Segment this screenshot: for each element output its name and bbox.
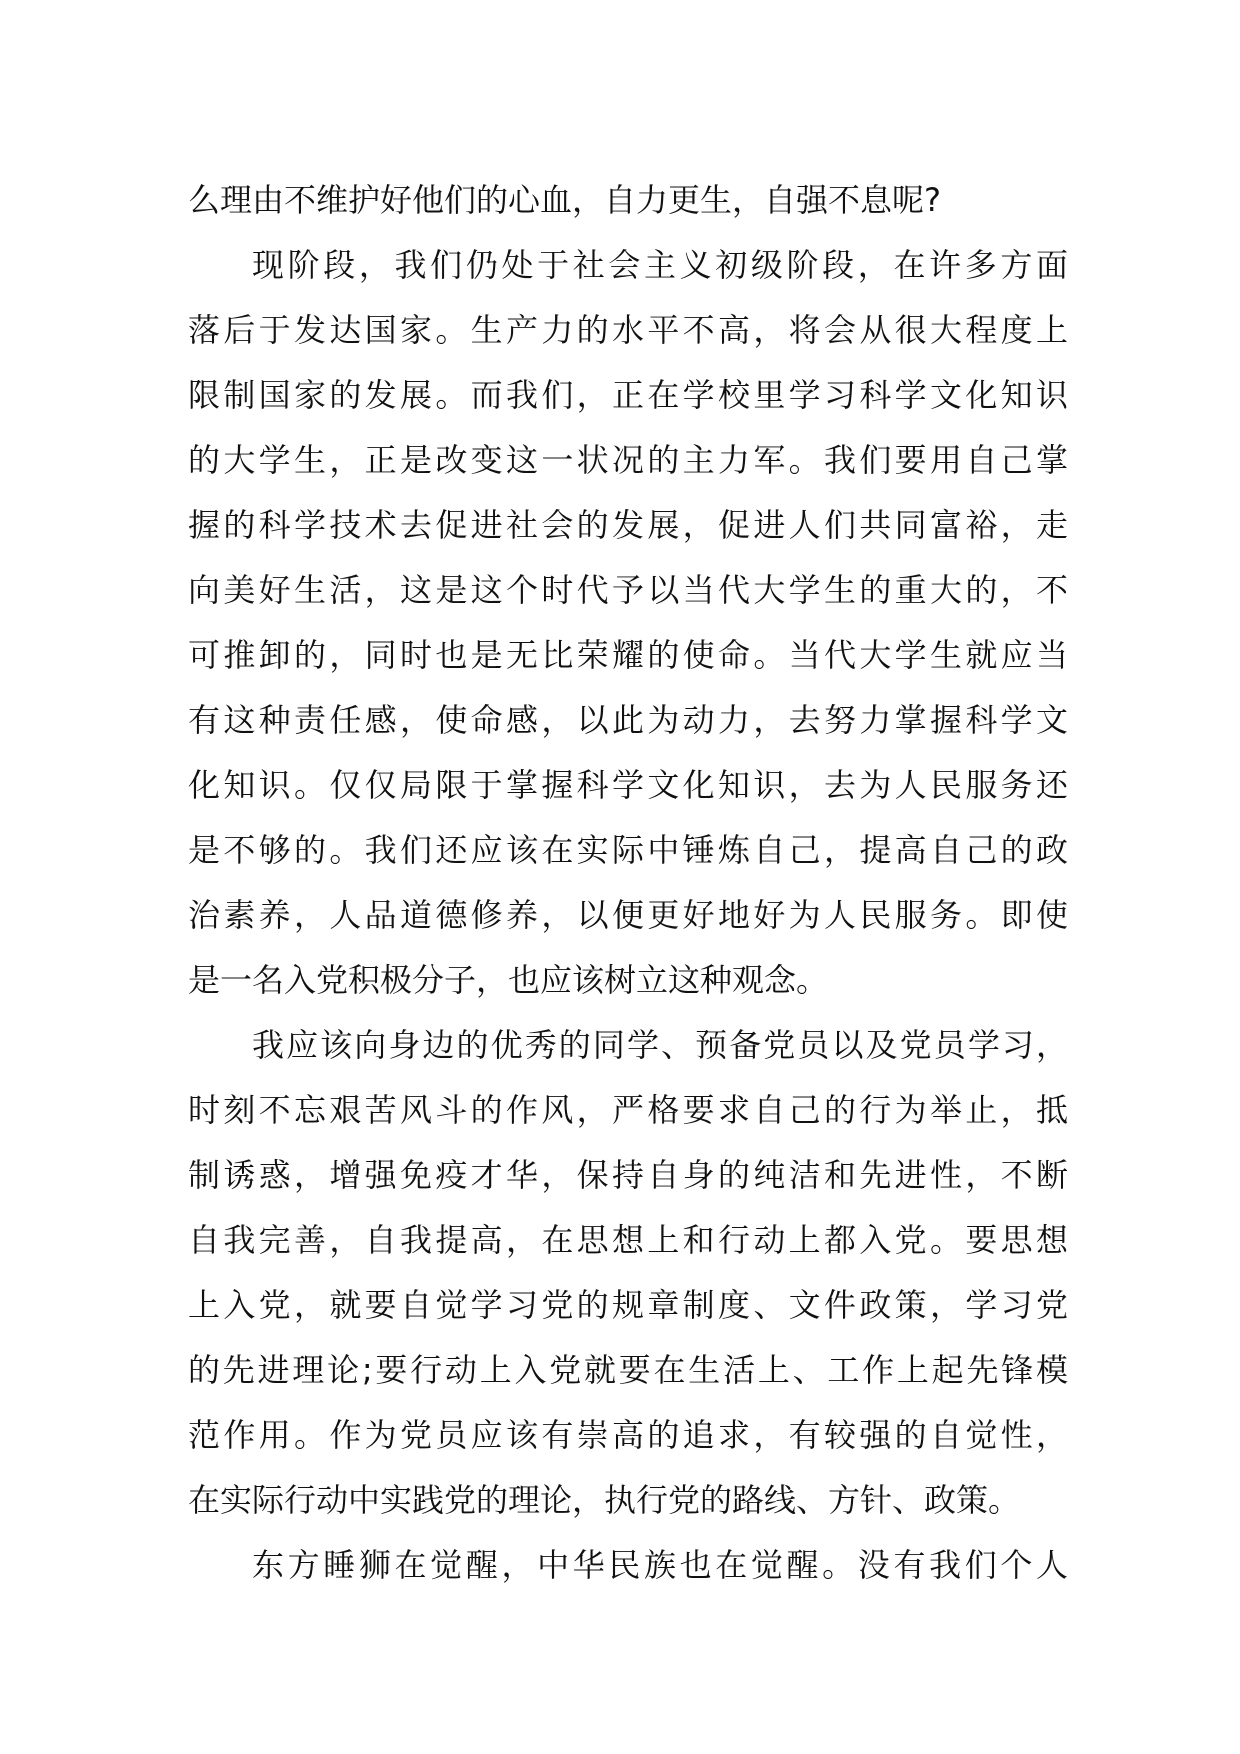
text-line: 自我完善，自我提高，在思想上和行动上都入党。要思想	[188, 1221, 1068, 1259]
text-line: 有这种责任感，使命感，以此为动力，去努力掌握科学文	[188, 701, 1068, 739]
text-line: 是不够的。我们还应该在实际中锤炼自己，提高自己的政	[188, 831, 1068, 869]
text-line: 的先进理论;要行动上入党就要在生活上、工作上起先锋模	[188, 1351, 1068, 1389]
text-line: 么理由不维护好他们的心血，自力更生，自强不息呢?	[188, 181, 941, 219]
text-line: 可推卸的，同时也是无比荣耀的使命。当代大学生就应当	[188, 636, 1068, 674]
text-line: 上入党，就要自觉学习党的规章制度、文件政策，学习党	[188, 1286, 1068, 1324]
text-line: 化知识。仅仅局限于掌握科学文化知识，去为人民服务还	[188, 766, 1068, 804]
text-line: 现阶段，我们仍处于社会主义初级阶段，在许多方面	[252, 246, 1068, 284]
text-line: 制诱惑，增强免疫才华，保持自身的纯洁和先进性，不断	[188, 1156, 1068, 1194]
text-line: 我应该向身边的优秀的同学、预备党员以及党员学习，	[252, 1026, 1068, 1064]
text-line: 治素养，人品道德修养，以便更好地好为人民服务。即使	[188, 896, 1068, 934]
text-line: 落后于发达国家。生产力的水平不高，将会从很大程度上	[188, 311, 1068, 349]
text-line: 东方睡狮在觉醒，中华民族也在觉醒。没有我们个人	[252, 1546, 1068, 1584]
body-text	[188, 168, 1068, 1598]
text-line: 时刻不忘艰苦风斗的作风，严格要求自己的行为举止，抵	[188, 1091, 1068, 1129]
text-line: 向美好生活，这是这个时代予以当代大学生的重大的，不	[188, 571, 1068, 609]
text-line: 在实际行动中实践党的理论，执行党的路线、方针、政策。	[188, 1481, 1021, 1519]
text-line: 是一名入党积极分子，也应该树立这种观念。	[188, 961, 829, 999]
text-line: 的大学生，正是改变这一状况的主力军。我们要用自己掌	[188, 441, 1068, 479]
text-line: 限制国家的发展。而我们，正在学校里学习科学文化知识	[188, 376, 1068, 414]
text-line: 范作用。作为党员应该有崇高的追求，有较强的自觉性，	[188, 1416, 1068, 1454]
text-line: 握的科学技术去促进社会的发展，促进人们共同富裕，走	[188, 506, 1068, 544]
